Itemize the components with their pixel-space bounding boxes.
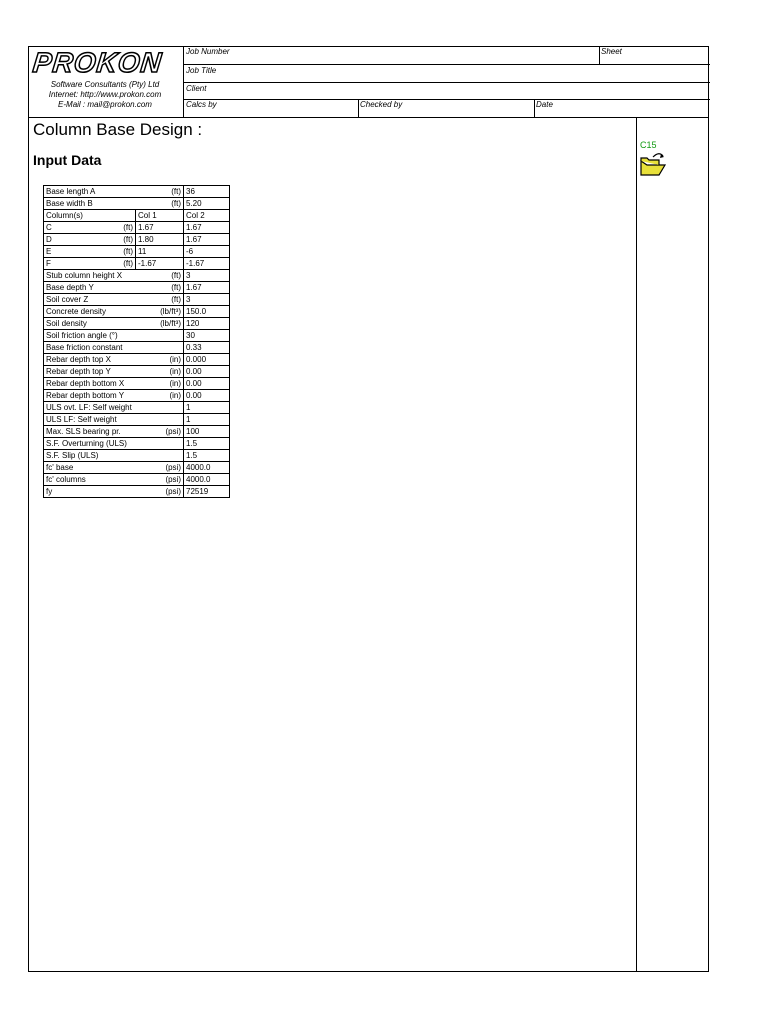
row-label-text: Max. SLS bearing pr. [46, 427, 121, 436]
row-label-text: D [46, 235, 52, 244]
company-name: Software Consultants (Pty) Ltd [50, 80, 160, 89]
row-label [44, 450, 184, 462]
company-info [29, 80, 181, 110]
row-unit: (in) [169, 355, 181, 364]
row-label-text: S.F. Slip (ULS) [46, 451, 99, 460]
row-value-col1: Col 1 [136, 210, 184, 222]
row-label-text: Stub column height X [46, 271, 123, 280]
row-label [44, 342, 184, 354]
open-folder-icon[interactable] [637, 151, 669, 179]
row-value: 100 [184, 426, 230, 438]
row-value: 1 [184, 414, 230, 426]
row-unit: (in) [169, 367, 181, 376]
row-label [44, 486, 184, 498]
row-value: 1 [184, 402, 230, 414]
row-label-text: Rebar depth top Y [46, 367, 111, 376]
row-value-col1: 11 [136, 246, 184, 258]
table-row [44, 438, 230, 450]
row-label-text: Base width B [46, 199, 93, 208]
company-email: E-Mail : mail@prokon.com [58, 100, 152, 109]
row-label [44, 198, 184, 210]
row-label [44, 294, 184, 306]
row-label [44, 378, 184, 390]
table-row [44, 282, 230, 294]
row-unit: (ft) [171, 187, 181, 196]
row-label-text: Soil cover Z [46, 295, 89, 304]
row-value: 3 [184, 270, 230, 282]
row-unit: (psi) [165, 463, 181, 472]
row-value-col2: -1.67 [184, 258, 230, 270]
row-unit: (lb/ft³) [160, 307, 181, 316]
row-label-text: fc' columns [46, 475, 86, 484]
section-heading: Input Data [33, 152, 102, 168]
row-label-text: Rebar depth bottom X [46, 379, 125, 388]
row-label-text: ULS ovt. LF: Self weight [46, 403, 132, 412]
row-label-text: ULS LF: Self weight [46, 415, 117, 424]
row-value: 1.67 [184, 282, 230, 294]
row-label [44, 438, 184, 450]
row-value: 0.33 [184, 342, 230, 354]
company-internet: Internet: http://www.prokon.com [48, 90, 162, 99]
row-value: 72519 [184, 486, 230, 498]
table-row [44, 234, 230, 246]
header-rule [184, 64, 710, 65]
row-value: 120 [184, 318, 230, 330]
table-row [44, 402, 230, 414]
table-row [44, 198, 230, 210]
row-value: 30 [184, 330, 230, 342]
row-value: 1.5 [184, 438, 230, 450]
row-label [44, 330, 184, 342]
table-row [44, 270, 230, 282]
table-row [44, 330, 230, 342]
row-value: 1.5 [184, 450, 230, 462]
row-unit: (ft) [123, 247, 133, 256]
row-label-text: fy [46, 487, 53, 496]
row-value-col2: 1.67 [184, 222, 230, 234]
row-label [44, 222, 136, 234]
row-label-text: Column(s) [46, 211, 83, 220]
row-unit: (psi) [165, 487, 181, 496]
table-row [44, 486, 230, 498]
table-row [44, 474, 230, 486]
sheet-divider [599, 47, 600, 64]
row-label-text: E [46, 247, 52, 256]
table-row [44, 354, 230, 366]
row-label-text: F [46, 259, 51, 268]
row-unit: (ft) [171, 199, 181, 208]
row-label [44, 210, 136, 222]
table-row [44, 186, 230, 198]
checked-by-label: Checked by [360, 100, 403, 109]
row-value: 0.00 [184, 366, 230, 378]
row-label [44, 414, 184, 426]
date-divider [534, 99, 535, 117]
row-value: 36 [184, 186, 230, 198]
row-label-text: Base friction constant [46, 343, 123, 352]
row-label-text: fc' base [46, 463, 74, 472]
row-label-text: S.F. Overturning (ULS) [46, 439, 127, 448]
page-title: Column Base Design : [33, 120, 203, 139]
calcs-by-label: Calcs by [186, 100, 217, 109]
row-unit: (lb/ft³) [160, 319, 181, 328]
table-row [44, 294, 230, 306]
row-unit: (ft) [123, 259, 133, 268]
table-row [44, 210, 230, 222]
row-label-text: C [46, 223, 52, 232]
row-unit: (in) [169, 391, 181, 400]
prokon-logo: PROKON [31, 47, 164, 78]
side-column [636, 117, 637, 971]
row-value: 0.00 [184, 390, 230, 402]
table-row [44, 378, 230, 390]
header-rule [184, 99, 710, 100]
row-unit: (ft) [171, 295, 181, 304]
sheet-label: Sheet [601, 47, 622, 56]
row-label [44, 306, 184, 318]
row-unit: (ft) [123, 223, 133, 232]
table-row [44, 246, 230, 258]
row-label [44, 258, 136, 270]
checked-divider [358, 99, 359, 117]
row-label-text: Soil friction angle (°) [46, 331, 118, 340]
table-row [44, 366, 230, 378]
row-label [44, 402, 184, 414]
input-data-table [43, 185, 230, 498]
row-value: 150.0 [184, 306, 230, 318]
row-value: 5.20 [184, 198, 230, 210]
row-value-col1: 1.80 [136, 234, 184, 246]
row-value: 0.00 [184, 378, 230, 390]
date-label: Date [536, 100, 553, 109]
row-value-col1: -1.67 [136, 258, 184, 270]
client-label: Client [186, 84, 207, 93]
row-label [44, 462, 184, 474]
row-label [44, 246, 136, 258]
row-label [44, 474, 184, 486]
row-unit: (ft) [171, 283, 181, 292]
row-value-col2: Col 2 [184, 210, 230, 222]
job-title-label: Job Title [186, 66, 217, 75]
row-label [44, 354, 184, 366]
row-label-text: Rebar depth bottom Y [46, 391, 125, 400]
table-row [44, 306, 230, 318]
row-label [44, 282, 184, 294]
table-row [44, 426, 230, 438]
calc-reference: C15 [640, 140, 657, 150]
row-label [44, 186, 184, 198]
row-value-col2: 1.67 [184, 234, 230, 246]
row-unit: (psi) [165, 475, 181, 484]
header-fields [183, 47, 710, 117]
calc-sheet [28, 46, 709, 972]
row-value: 4000.0 [184, 474, 230, 486]
row-label-text: Base length A [46, 187, 96, 196]
row-label-text: Concrete density [46, 307, 107, 316]
row-label [44, 390, 184, 402]
table-row [44, 342, 230, 354]
row-label-text: Rebar depth top X [46, 355, 111, 364]
header-rule [184, 82, 710, 83]
row-value: 0.000 [184, 354, 230, 366]
table-row [44, 222, 230, 234]
table-row [44, 258, 230, 270]
row-unit: (ft) [171, 271, 181, 280]
row-value: 3 [184, 294, 230, 306]
row-value-col2: -6 [184, 246, 230, 258]
job-number-label: Job Number [186, 47, 230, 56]
row-label-text: Base depth Y [46, 283, 94, 292]
row-label [44, 318, 184, 330]
row-value: 4000.0 [184, 462, 230, 474]
row-label [44, 270, 184, 282]
row-label [44, 234, 136, 246]
header-divider [29, 117, 708, 118]
table-row [44, 450, 230, 462]
row-label [44, 426, 184, 438]
table-row [44, 318, 230, 330]
row-unit: (in) [169, 379, 181, 388]
row-unit: (psi) [165, 427, 181, 436]
row-label-text: Soil density [46, 319, 87, 328]
row-unit: (ft) [123, 235, 133, 244]
row-label [44, 366, 184, 378]
row-value-col1: 1.67 [136, 222, 184, 234]
table-row [44, 414, 230, 426]
table-row [44, 462, 230, 474]
table-row [44, 390, 230, 402]
